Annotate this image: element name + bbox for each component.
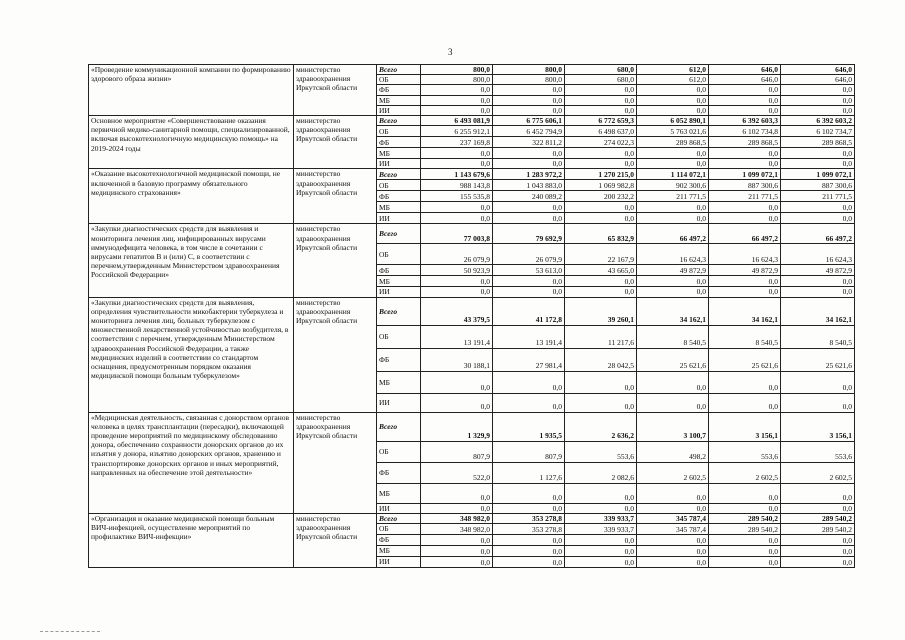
amount-cell: 498,2: [637, 441, 709, 462]
amount-cell: 289 868,5: [781, 137, 855, 148]
amount-cell: 0,0: [709, 557, 781, 568]
funding-source: ИИ: [377, 287, 421, 297]
amount-cell: 49 872,9: [781, 265, 855, 276]
amount-cell: 1 099 072,1: [781, 169, 855, 180]
responsible-organization: министерство здравоохранения Иркутской области: [294, 224, 377, 297]
amount-cell: 902 300,6: [637, 180, 709, 191]
amount-cell: 0,0: [421, 85, 493, 95]
funding-source: ОБ: [377, 244, 421, 265]
amount-cell: 3 156,1: [781, 412, 855, 441]
amount-cell: 66 497,2: [637, 224, 709, 244]
amount-cell: 1 143 679,6: [421, 169, 493, 180]
amount-cell: 0,0: [781, 535, 855, 546]
amount-cell: 0,0: [421, 159, 493, 169]
amount-cell: 0,0: [565, 393, 637, 412]
amount-cell: 34 162,1: [781, 297, 855, 325]
amount-cell: 553,6: [565, 441, 637, 462]
funding-source: ИИ: [377, 105, 421, 115]
funding-source: ФБ: [377, 535, 421, 546]
responsible-organization: министерство здравоохранения Иркутской области: [294, 297, 377, 412]
amount-cell: 612,0: [637, 75, 709, 85]
amount-cell: 0,0: [781, 503, 855, 513]
amount-cell: 6 452 794,9: [493, 126, 565, 137]
amount-cell: 28 042,5: [565, 348, 637, 371]
amount-cell: 0,0: [781, 393, 855, 412]
amount-cell: 0,0: [709, 546, 781, 557]
amount-cell: 0,0: [493, 159, 565, 169]
budget-table-body: [89, 65, 855, 568]
amount-cell: 553,6: [781, 441, 855, 462]
amount-cell: 289 540,2: [781, 513, 855, 523]
amount-cell: 27 981,4: [493, 348, 565, 371]
amount-cell: 50 923,9: [421, 265, 493, 276]
funding-source: ИИ: [377, 159, 421, 169]
funding-source: Всего: [377, 116, 421, 126]
amount-cell: 11 217,6: [565, 325, 637, 348]
amount-cell: 3 100,7: [637, 412, 709, 441]
amount-cell: 66 497,2: [709, 224, 781, 244]
amount-cell: 612,0: [637, 65, 709, 75]
amount-cell: 0,0: [421, 95, 493, 105]
amount-cell: 0,0: [637, 105, 709, 115]
amount-cell: 807,9: [421, 441, 493, 462]
amount-cell: 1 329,9: [421, 412, 493, 441]
amount-cell: 155 535,8: [421, 191, 493, 202]
amount-cell: 2 602,5: [637, 462, 709, 483]
amount-cell: 0,0: [709, 148, 781, 159]
amount-cell: 22 167,9: [565, 244, 637, 265]
table-row: [89, 513, 855, 523]
amount-cell: 0,0: [709, 287, 781, 297]
amount-cell: 339 933,7: [565, 513, 637, 523]
amount-cell: 0,0: [493, 148, 565, 159]
amount-cell: 25 621,6: [637, 348, 709, 371]
amount-cell: 2 636,2: [565, 412, 637, 441]
amount-cell: 0,0: [637, 535, 709, 546]
funding-source: ОБ: [377, 126, 421, 137]
amount-cell: 0,0: [637, 276, 709, 287]
funding-source: МБ: [377, 95, 421, 105]
responsible-organization: министерство здравоохранения Иркутской области: [294, 412, 377, 513]
funding-source: Всего: [377, 169, 421, 180]
funding-source: ФБ: [377, 137, 421, 148]
footer-mark: [40, 631, 100, 632]
amount-cell: 0,0: [493, 105, 565, 115]
amount-cell: 345 787,4: [637, 513, 709, 523]
amount-cell: 0,0: [421, 287, 493, 297]
amount-cell: 0,0: [637, 95, 709, 105]
amount-cell: 6 255 912,1: [421, 126, 493, 137]
amount-cell: 553,6: [709, 441, 781, 462]
amount-cell: 348 982,0: [421, 513, 493, 523]
amount-cell: 1 099 072,1: [709, 169, 781, 180]
funding-source: ОБ: [377, 441, 421, 462]
amount-cell: 0,0: [493, 483, 565, 503]
amount-cell: 0,0: [493, 557, 565, 568]
amount-cell: 34 162,1: [709, 297, 781, 325]
amount-cell: 0,0: [781, 276, 855, 287]
funding-source: ФБ: [377, 348, 421, 371]
amount-cell: 16 624,3: [637, 244, 709, 265]
amount-cell: 6 052 890,1: [637, 116, 709, 126]
amount-cell: 6 772 659,3: [565, 116, 637, 126]
amount-cell: 353 278,8: [493, 524, 565, 535]
amount-cell: 0,0: [637, 213, 709, 224]
amount-cell: 77 003,8: [421, 224, 493, 244]
amount-cell: 0,0: [637, 202, 709, 213]
amount-cell: 2 602,5: [709, 462, 781, 483]
amount-cell: 0,0: [637, 546, 709, 557]
amount-cell: 211 771,5: [637, 191, 709, 202]
responsible-organization: министерство здравоохранения Иркутской области: [294, 116, 377, 169]
amount-cell: 0,0: [781, 546, 855, 557]
amount-cell: 0,0: [493, 95, 565, 105]
amount-cell: 0,0: [493, 546, 565, 557]
amount-cell: 25 621,6: [709, 348, 781, 371]
funding-source: Всего: [377, 65, 421, 75]
amount-cell: 988 143,8: [421, 180, 493, 191]
amount-cell: 0,0: [637, 503, 709, 513]
funding-source: ОБ: [377, 325, 421, 348]
amount-cell: 39 260,1: [565, 297, 637, 325]
amount-cell: 0,0: [565, 148, 637, 159]
amount-cell: 0,0: [421, 535, 493, 546]
table-row: [89, 65, 855, 75]
amount-cell: 289 540,2: [709, 513, 781, 523]
amount-cell: 6 102 734,7: [781, 126, 855, 137]
funding-source: ФБ: [377, 85, 421, 95]
amount-cell: 0,0: [565, 535, 637, 546]
amount-cell: 348 982,0: [421, 524, 493, 535]
amount-cell: 0,0: [493, 393, 565, 412]
funding-source: ФБ: [377, 462, 421, 483]
amount-cell: 0,0: [493, 213, 565, 224]
amount-cell: 646,0: [709, 75, 781, 85]
amount-cell: 0,0: [421, 371, 493, 393]
amount-cell: 1 270 215,0: [565, 169, 637, 180]
amount-cell: 0,0: [709, 85, 781, 95]
amount-cell: 1 069 982,8: [565, 180, 637, 191]
amount-cell: 0,0: [781, 287, 855, 297]
amount-cell: 0,0: [637, 159, 709, 169]
funding-source: Всего: [377, 224, 421, 244]
amount-cell: 289 868,5: [637, 137, 709, 148]
amount-cell: 646,0: [709, 65, 781, 75]
amount-cell: 43 379,5: [421, 297, 493, 325]
amount-cell: 0,0: [493, 503, 565, 513]
amount-cell: 6 498 637,0: [565, 126, 637, 137]
amount-cell: 65 832,9: [565, 224, 637, 244]
amount-cell: 0,0: [709, 213, 781, 224]
amount-cell: 0,0: [709, 95, 781, 105]
amount-cell: 0,0: [493, 276, 565, 287]
activity-description: «Оказание высокотехнологичной медицинской помощи, не включенной в базовую программу обязательного медицинского страхования»: [89, 169, 294, 224]
amount-cell: 0,0: [565, 85, 637, 95]
funding-source: ИИ: [377, 503, 421, 513]
amount-cell: 1 114 072,1: [637, 169, 709, 180]
amount-cell: 43 665,0: [565, 265, 637, 276]
activity-description: «Закупки диагностических средств для выявления и мониторинга лечения лиц, инфицированных вирусами иммунодефицита человека, в том числе в сочетании с вирусами гепатитов В и (или) С, в соответствии с перечнем,утвержденным Министерством здравоохранения Российской Федерации»: [89, 224, 294, 297]
amount-cell: 0,0: [637, 393, 709, 412]
amount-cell: 1 935,5: [493, 412, 565, 441]
amount-cell: 49 872,9: [709, 265, 781, 276]
amount-cell: 522,0: [421, 462, 493, 483]
amount-cell: 345 787,4: [637, 524, 709, 535]
amount-cell: 0,0: [565, 483, 637, 503]
amount-cell: 5 763 021,6: [637, 126, 709, 137]
activity-description: «Организация и оказание медицинской помощи больным ВИЧ-инфекцией, осуществление мероприятий по профилактике ВИЧ-инфекции»: [89, 513, 294, 567]
amount-cell: 1 043 883,0: [493, 180, 565, 191]
amount-cell: 0,0: [421, 105, 493, 115]
page-number: 3: [448, 47, 453, 57]
amount-cell: 646,0: [781, 65, 855, 75]
amount-cell: 240 089,2: [493, 191, 565, 202]
amount-cell: 0,0: [421, 148, 493, 159]
amount-cell: 26 079,9: [493, 244, 565, 265]
amount-cell: 0,0: [493, 371, 565, 393]
funding-source: ИИ: [377, 393, 421, 412]
amount-cell: 0,0: [781, 202, 855, 213]
amount-cell: 0,0: [781, 371, 855, 393]
amount-cell: 0,0: [637, 148, 709, 159]
table-row: [89, 224, 855, 244]
amount-cell: 2 082,6: [565, 462, 637, 483]
amount-cell: 289 540,2: [709, 524, 781, 535]
amount-cell: 0,0: [565, 287, 637, 297]
amount-cell: 0,0: [637, 85, 709, 95]
amount-cell: 13 191,4: [421, 325, 493, 348]
amount-cell: 0,0: [709, 393, 781, 412]
funding-source: МБ: [377, 371, 421, 393]
amount-cell: 0,0: [781, 213, 855, 224]
budget-table: [88, 64, 855, 568]
amount-cell: 0,0: [781, 159, 855, 169]
amount-cell: 0,0: [709, 535, 781, 546]
amount-cell: 6 392 603,3: [709, 116, 781, 126]
amount-cell: 0,0: [493, 535, 565, 546]
amount-cell: 353 278,8: [493, 513, 565, 523]
amount-cell: 680,0: [565, 65, 637, 75]
funding-source: МБ: [377, 483, 421, 503]
amount-cell: 0,0: [781, 105, 855, 115]
funding-source: Всего: [377, 297, 421, 325]
amount-cell: 211 771,5: [709, 191, 781, 202]
amount-cell: 0,0: [781, 85, 855, 95]
funding-source: ОБ: [377, 75, 421, 85]
amount-cell: 0,0: [637, 557, 709, 568]
amount-cell: 274 022,3: [565, 137, 637, 148]
amount-cell: 25 621,6: [781, 348, 855, 371]
activity-description: «Закупки диагностических средств для выявления, определения чувствительности микобактерии туберкулеза и мониторинга лечения лиц, больных туберкулезом с множественной лекарственной устойчивостью возбудителя, в соответствии с перечнем, утвержденным Министерством здравоохранения Российской Федерации, а также медицинских изделий в соответствии со стандартом оснащения, предусмотренным порядком оказания медицинской помощи больным туберкулезом»: [89, 297, 294, 412]
amount-cell: 53 613,0: [493, 265, 565, 276]
funding-source: ИИ: [377, 557, 421, 568]
activity-description: «Медицинская деятельность, связанная с донорством органов человека в целях трансплантации (пересадки), включающей проведение мероприятий по медицинскому обследованию донора, обеспечению сохранности донорских органов до их изъятия у донора, изъятию донорских органов, хранению и транспортировке донорских органов и иных мероприятий, направленных на обеспечение этой деятельности»: [89, 412, 294, 513]
amount-cell: 0,0: [493, 202, 565, 213]
funding-source: МБ: [377, 202, 421, 213]
amount-cell: 0,0: [565, 371, 637, 393]
amount-cell: 211 771,5: [781, 191, 855, 202]
amount-cell: 30 188,1: [421, 348, 493, 371]
amount-cell: 26 079,9: [421, 244, 493, 265]
amount-cell: 0,0: [565, 557, 637, 568]
amount-cell: 6 493 081,9: [421, 116, 493, 126]
amount-cell: 237 169,8: [421, 137, 493, 148]
amount-cell: 0,0: [709, 159, 781, 169]
amount-cell: 322 811,2: [493, 137, 565, 148]
amount-cell: 800,0: [493, 75, 565, 85]
amount-cell: 3 156,1: [709, 412, 781, 441]
table-row: [89, 116, 855, 126]
amount-cell: 0,0: [565, 105, 637, 115]
amount-cell: 0,0: [421, 213, 493, 224]
amount-cell: 8 540,5: [709, 325, 781, 348]
responsible-organization: министерство здравоохранения Иркутской области: [294, 513, 377, 567]
funding-source: ИИ: [377, 213, 421, 224]
funding-source: ОБ: [377, 180, 421, 191]
amount-cell: 800,0: [421, 75, 493, 85]
amount-cell: 0,0: [421, 202, 493, 213]
amount-cell: 0,0: [493, 85, 565, 95]
funding-source: ФБ: [377, 191, 421, 202]
amount-cell: 0,0: [709, 503, 781, 513]
amount-cell: 0,0: [565, 159, 637, 169]
amount-cell: 41 172,8: [493, 297, 565, 325]
funding-source: МБ: [377, 276, 421, 287]
amount-cell: 0,0: [781, 483, 855, 503]
amount-cell: 0,0: [421, 557, 493, 568]
amount-cell: 0,0: [709, 483, 781, 503]
amount-cell: 800,0: [493, 65, 565, 75]
responsible-organization: министерство здравоохранения Иркутской области: [294, 65, 377, 116]
amount-cell: 0,0: [781, 557, 855, 568]
amount-cell: 16 624,3: [781, 244, 855, 265]
amount-cell: 887 300,6: [709, 180, 781, 191]
amount-cell: 887 300,6: [781, 180, 855, 191]
activity-description: «Проведение коммуникационной компании по формированию здорового образа жизни»: [89, 65, 294, 116]
amount-cell: 200 232,2: [565, 191, 637, 202]
amount-cell: 0,0: [781, 95, 855, 105]
amount-cell: 0,0: [565, 95, 637, 105]
amount-cell: 16 624,3: [709, 244, 781, 265]
amount-cell: 0,0: [637, 483, 709, 503]
amount-cell: 0,0: [421, 546, 493, 557]
amount-cell: 13 191,4: [493, 325, 565, 348]
amount-cell: 0,0: [421, 483, 493, 503]
amount-cell: 2 602,5: [781, 462, 855, 483]
funding-source: Всего: [377, 412, 421, 441]
amount-cell: 0,0: [709, 371, 781, 393]
amount-cell: 0,0: [493, 287, 565, 297]
amount-cell: 0,0: [637, 287, 709, 297]
funding-source: МБ: [377, 546, 421, 557]
amount-cell: 8 540,5: [781, 325, 855, 348]
amount-cell: 0,0: [709, 276, 781, 287]
amount-cell: 289 540,2: [781, 524, 855, 535]
amount-cell: 0,0: [565, 546, 637, 557]
amount-cell: 6 102 734,8: [709, 126, 781, 137]
amount-cell: 1 127,6: [493, 462, 565, 483]
amount-cell: 0,0: [709, 105, 781, 115]
amount-cell: 0,0: [565, 213, 637, 224]
amount-cell: 49 872,9: [637, 265, 709, 276]
funding-source: Всего: [377, 513, 421, 523]
amount-cell: 289 868,5: [709, 137, 781, 148]
amount-cell: 34 162,1: [637, 297, 709, 325]
amount-cell: 680,0: [565, 75, 637, 85]
amount-cell: 8 540,5: [637, 325, 709, 348]
amount-cell: 0,0: [781, 148, 855, 159]
funding-source: ОБ: [377, 524, 421, 535]
funding-source: МБ: [377, 148, 421, 159]
amount-cell: 0,0: [709, 202, 781, 213]
amount-cell: 0,0: [421, 503, 493, 513]
amount-cell: 6 775 606,1: [493, 116, 565, 126]
responsible-organization: министерство здравоохранения Иркутской области: [294, 169, 377, 224]
amount-cell: 0,0: [421, 276, 493, 287]
funding-source: ФБ: [377, 265, 421, 276]
activity-description: Основное мероприятие «Совершенствование оказания первичной медико-санитарной помощи, специализированной, включая высокотехнологичную медицинскую помощь» на 2019-2024 годы: [89, 116, 294, 169]
table-row: [89, 412, 855, 441]
amount-cell: 0,0: [565, 202, 637, 213]
amount-cell: 0,0: [637, 371, 709, 393]
amount-cell: 339 933,7: [565, 524, 637, 535]
amount-cell: 800,0: [421, 65, 493, 75]
amount-cell: 1 283 972,2: [493, 169, 565, 180]
amount-cell: 79 692,9: [493, 224, 565, 244]
table-row: [89, 297, 855, 325]
amount-cell: 0,0: [565, 503, 637, 513]
amount-cell: 0,0: [421, 393, 493, 412]
table-row: [89, 169, 855, 180]
amount-cell: 0,0: [565, 276, 637, 287]
amount-cell: 807,9: [493, 441, 565, 462]
amount-cell: 646,0: [781, 75, 855, 85]
amount-cell: 66 497,2: [781, 224, 855, 244]
amount-cell: 6 392 603,2: [781, 116, 855, 126]
